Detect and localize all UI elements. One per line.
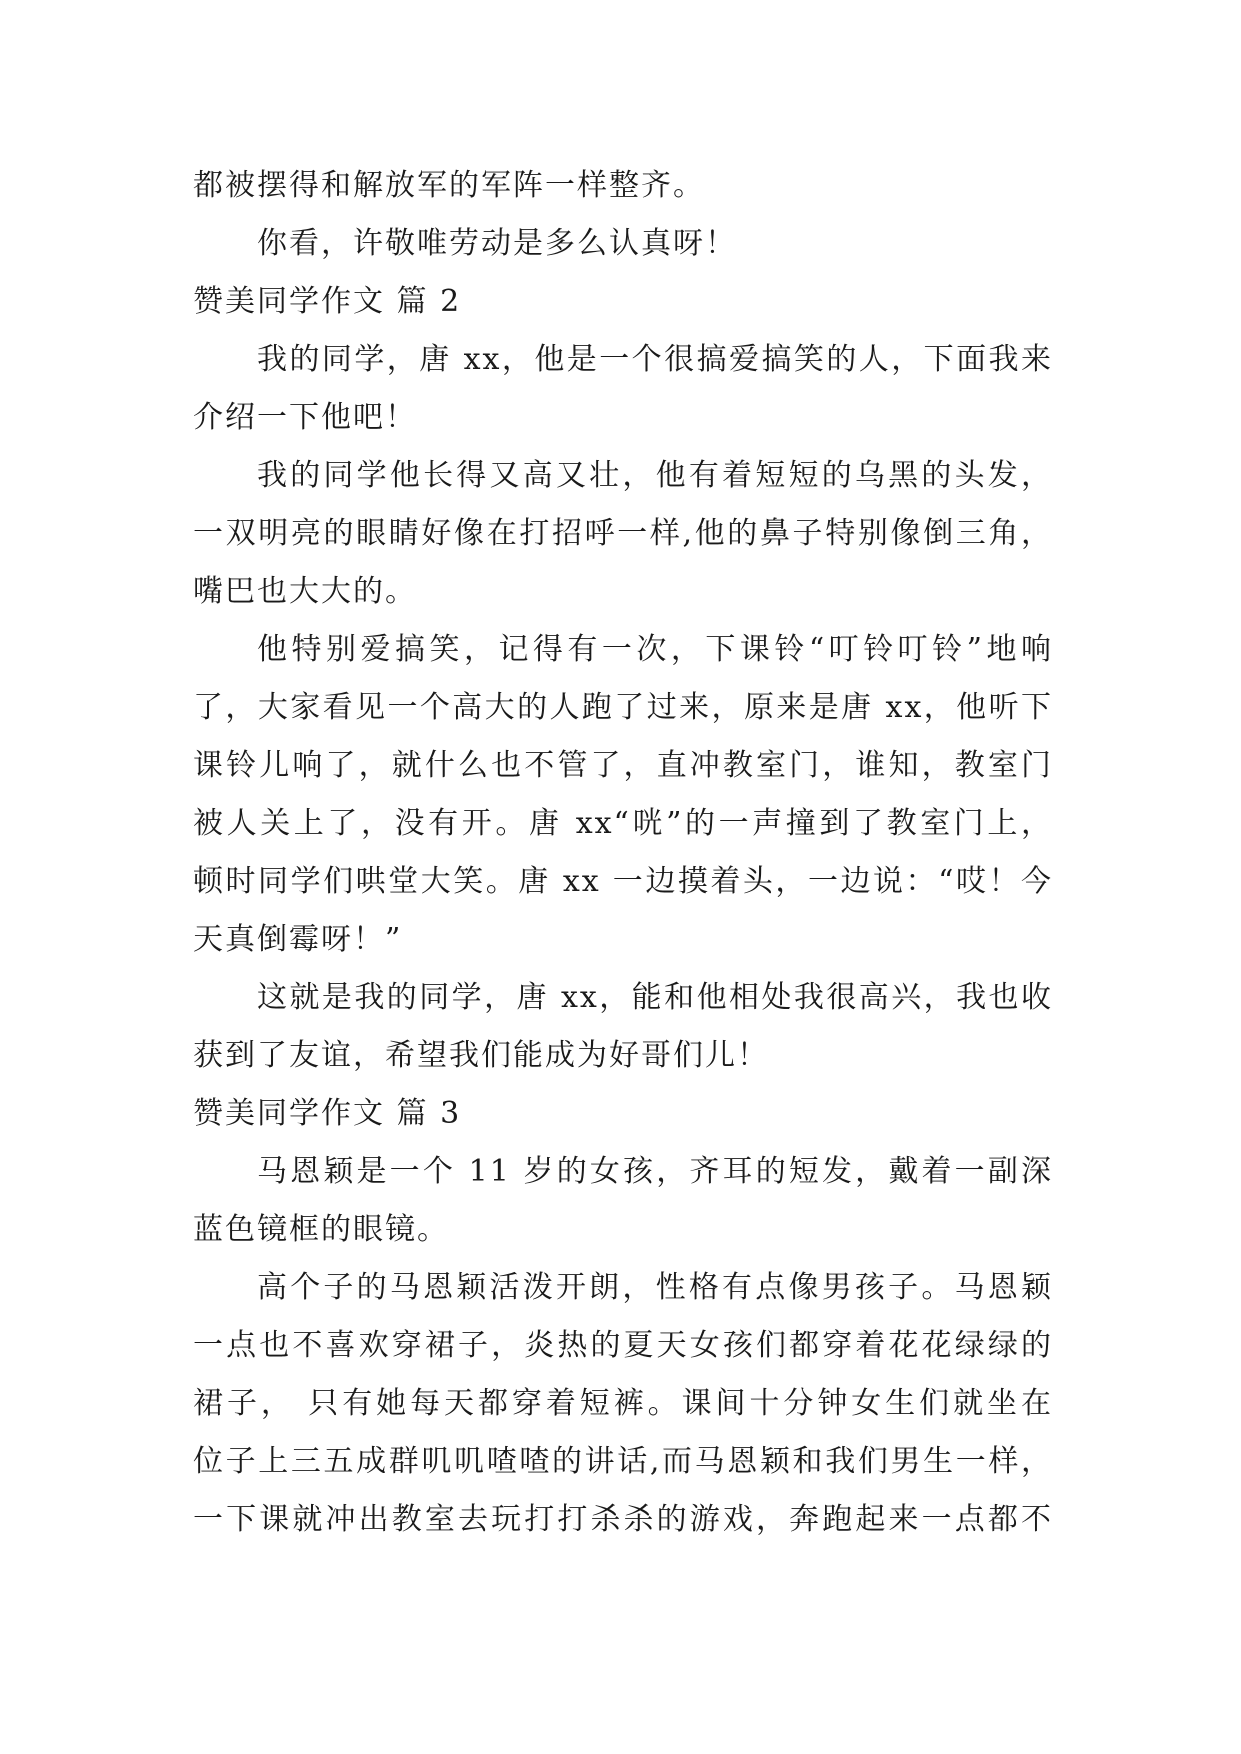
text-line: 高个子的马恩颖活泼开朗，性格有点像男孩子。马恩颖 xyxy=(257,1270,1053,1305)
text-line: 你看，许敬唯劳动是多么认真呀！ xyxy=(257,226,737,261)
text-line: 位子上三五成群叽叽喳喳的讲话,而马恩颖和我们男生一样， xyxy=(193,1444,1053,1479)
text-line: 顿时同学们哄堂大笑。唐 xx 一边摸着头，一边说：“哎！今 xyxy=(193,864,1053,899)
text-line: 一双明亮的眼睛好像在打招呼一样,他的鼻子特别像倒三角， xyxy=(193,516,1053,551)
text-line: 被人关上了，没有开。唐 xx“咣”的一声撞到了教室门上， xyxy=(193,806,1053,841)
text-line: 我的同学他长得又高又壮，他有着短短的乌黑的头发， xyxy=(257,458,1053,493)
text-line: 马恩颖是一个 11 岁的女孩，齐耳的短发，戴着一副深 xyxy=(257,1154,1053,1189)
text-line: 介绍一下他吧！ xyxy=(193,400,417,435)
section-heading: 赞美同学作文 篇 2 xyxy=(193,284,462,319)
text-line: 都被摆得和解放军的军阵一样整齐。 xyxy=(193,168,705,203)
text-line: 我的同学，唐 xx，他是一个很搞爱搞笑的人，下面我来 xyxy=(257,342,1053,377)
section-heading: 赞美同学作文 篇 3 xyxy=(193,1096,462,1131)
text-line: 这就是我的同学，唐 xx，能和他相处我很高兴，我也收 xyxy=(257,980,1053,1015)
text-line: 蓝色镜框的眼镜。 xyxy=(193,1212,449,1247)
text-line: 天真倒霉呀！” xyxy=(193,922,403,957)
text-line: 了，大家看见一个高大的人跑了过来，原来是唐 xx，他听下 xyxy=(193,690,1053,725)
text-line: 嘴巴也大大的。 xyxy=(193,574,417,609)
text-line: 他特别爱搞笑，记得有一次，下课铃“叮铃叮铃”地响 xyxy=(257,632,1053,667)
text-line: 课铃儿响了，就什么也不管了，直冲教室门，谁知，教室门 xyxy=(193,748,1053,783)
text-line: 获到了友谊，希望我们能成为好哥们儿！ xyxy=(193,1038,769,1073)
text-line: 一点也不喜欢穿裙子，炎热的夏天女孩们都穿着花花绿绿的 xyxy=(193,1328,1053,1363)
text-line: 裙子， 只有她每天都穿着短裤。课间十分钟女生们就坐在 xyxy=(193,1386,1053,1421)
text-line: 一下课就冲出教室去玩打打杀杀的游戏，奔跑起来一点都不 xyxy=(193,1502,1053,1537)
